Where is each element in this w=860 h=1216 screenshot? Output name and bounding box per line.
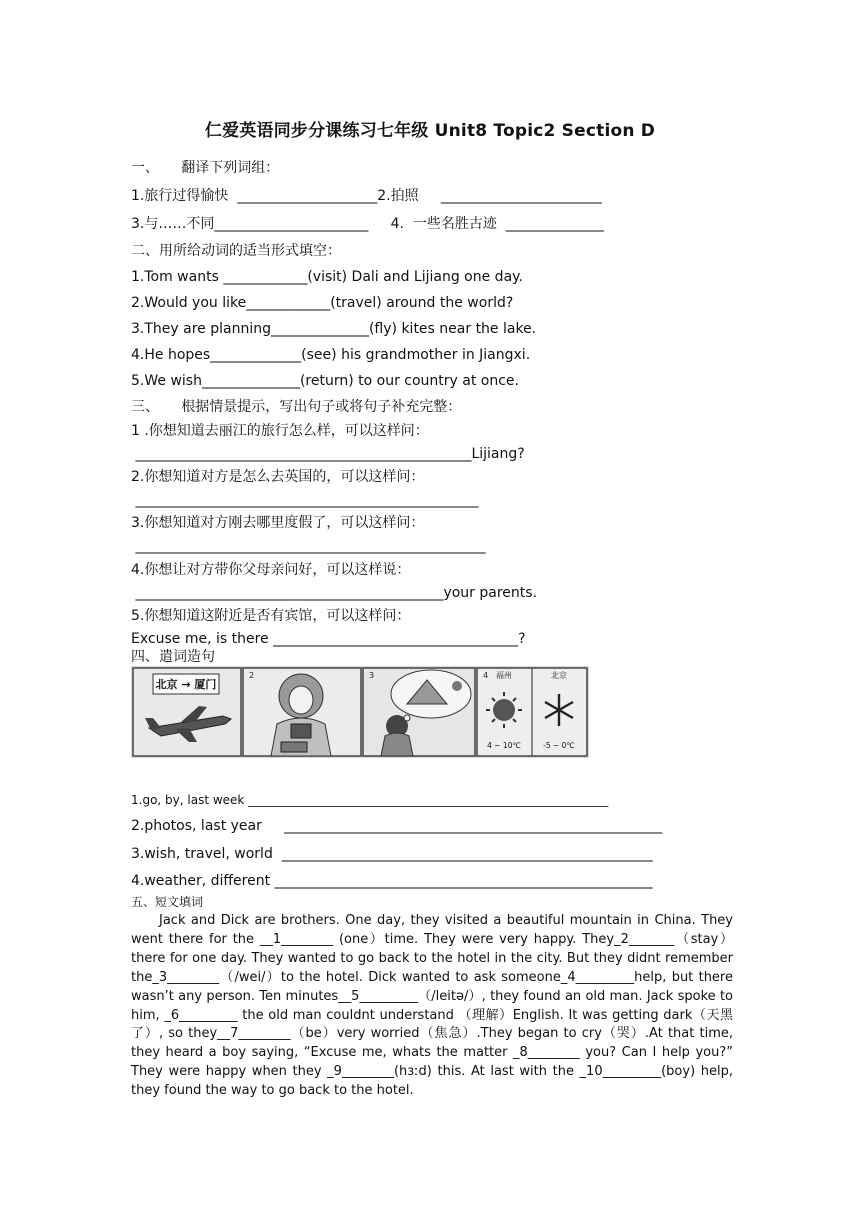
temp-a-label: 4 ~ 10℃ [487, 741, 521, 750]
section-2-item-3: 3.They are planning______________(fly) kites near the lake. [131, 321, 537, 337]
section-3-answer-5: Excuse me, is there ___________________________________? [131, 631, 526, 647]
section-3-question-1: 1 .你想知道去丽江的旅行怎么样，可以这样问： [131, 423, 429, 439]
section-4-item-2: 2.photos, last year ______________________________________________________ [131, 818, 663, 834]
panel-3-wish [363, 668, 475, 756]
section-3-answer-2: _________________________________________________ [131, 492, 479, 508]
panel-1-airplane [133, 668, 241, 756]
section-2-item-5: 5.We wish______________(return) to our country at once. [131, 373, 519, 389]
cloze-passage [131, 912, 733, 1101]
temp-b-label: -5 ~ 0℃ [543, 741, 575, 750]
section-3-question-4: 4.你想让对方带你父母亲问好，可以这样说： [131, 562, 411, 578]
panel-3-number: 3 [369, 671, 375, 680]
section-4-item-3: 3.wish, travel, world _____________________________________________________ [131, 846, 653, 862]
section-3-answer-3: __________________________________________________ [131, 538, 486, 554]
section-3-question-3: 3.你想知道对方刚去哪里度假了，可以这样问： [131, 515, 425, 531]
panel-2-photos [243, 668, 361, 756]
section-2-item-1: 1.Tom wants ____________(visit) Dali and Lijiang one day. [131, 269, 523, 285]
section-1-row-1: 1.旅行过得愉快 ____________________2.拍照 _______________________ [131, 188, 602, 204]
section-3-answer-1: ________________________________________________Lijiang? [131, 446, 525, 462]
section-4-item-4: 4.weather, different ______________________________________________________ [131, 873, 653, 889]
section-3-answer-4: ____________________________________________your parents. [131, 585, 538, 601]
section-2-heading: 二、用所给动词的适当形式填空： [131, 243, 341, 259]
section-1-row-2: 3.与……不同______________________ 4. 一些名胜古迹 ______________ [131, 216, 604, 232]
section-3-question-5: 5.你想知道这附近是否有宾馆，可以这样问： [131, 608, 411, 624]
section-3-question-2: 2.你想知道对方是怎么去英国的，可以这样问： [131, 469, 425, 485]
panel-4-number: 4 [483, 671, 489, 680]
panel-2-number: 2 [249, 671, 255, 680]
section-5-heading: 五、短文填词 [131, 895, 204, 909]
section-4-item-1: 1.go, by, last week ____________________________________________________________ [131, 793, 609, 807]
page-title: 仁爱英语同步分课练习七年级 Unit8 Topic2 Section D [204, 121, 656, 141]
city-b-label: 北京 [551, 671, 567, 680]
route-label: 北京 → 厦门 [155, 678, 217, 691]
section-2-item-2: 2.Would you like____________(travel) around the world? [131, 295, 514, 311]
section-1-heading: 一、 翻译下列词组： [131, 160, 280, 176]
panel-4-weather [477, 668, 587, 756]
camera-icon [291, 724, 311, 738]
cloze-passage-text: Jack and Dick are brothers. One day, they visited a beautiful mountain in China. They went there for the __1________ (one）time. They were very happy. They_2_______（stay）there for one day. They wanted to go back to the hotel in the city. But they didnt remember the_3________（/wei/）to the hotel. Dick wanted to ask someone_4_________help, but there wasn’t any person. Ten minutes__5_________（/leitə/）, they found an old man. Jack spoke to him, _6_________ the old man couldnt understand （理解）English. It was getting dark（天黑了）, so they__7________（be）very worried（焦急）.They began to cry（哭）.At that time, they heard a boy saying, “Excuse me, whats the matter _8________ you? Can I help you?” They were happy when they _9________(hɜːd) this. At last with the _10_________(boy) help, they found the way to go back to the hotel. [131, 913, 733, 1099]
section-2-item-4: 4.He hopes_____________(see) his grandmother in Jiangxi. [131, 347, 531, 363]
picture-strip [131, 666, 589, 758]
city-a-label: 福州 [496, 671, 512, 680]
section-4-heading: 四、遣词造句 [131, 649, 215, 665]
section-3-heading: 三、 根据情景提示，写出句子或将句子补充完整： [131, 399, 462, 415]
